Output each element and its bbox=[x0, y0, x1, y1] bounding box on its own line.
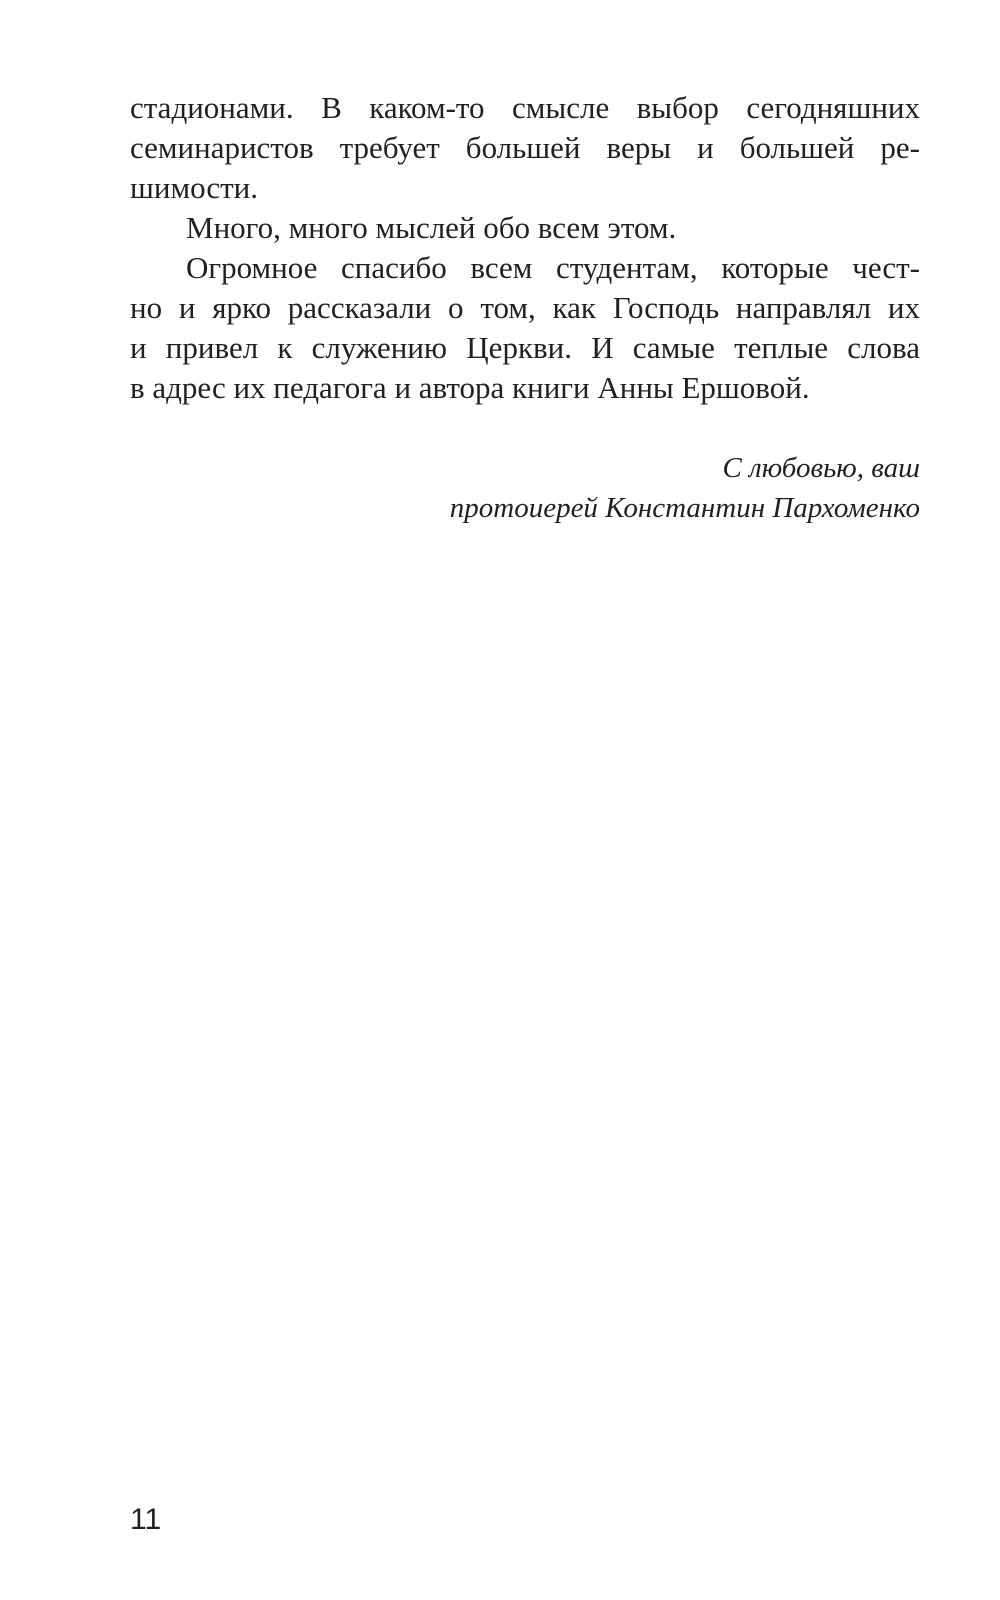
text-line: в адрес их педагога и автора книги Анны Ершовой. bbox=[130, 370, 810, 405]
signature-author: протоиерей Константин Пархоменко bbox=[449, 492, 920, 524]
paragraph-line: Огромное спасибо всем студентам, которые чест- bbox=[186, 250, 920, 285]
signature bbox=[130, 448, 920, 528]
text-line: стадионами. В каком-то смысле выбор сегодняшних bbox=[130, 90, 920, 125]
body-text bbox=[130, 88, 920, 408]
paragraph-line: Много, много мыслей обо всем этом. bbox=[186, 210, 677, 245]
text-line: но и ярко рассказали о том, как Господь направлял их bbox=[130, 290, 920, 325]
signature-greeting: С любовью, ваш bbox=[722, 452, 920, 484]
page-number: 11 bbox=[130, 1503, 162, 1536]
text-line: и привел к служению Церкви. И самые теплые слова bbox=[130, 330, 920, 365]
text-line: шимости. bbox=[130, 170, 258, 205]
text-line: семинаристов требует большей веры и большей ре- bbox=[130, 130, 920, 165]
